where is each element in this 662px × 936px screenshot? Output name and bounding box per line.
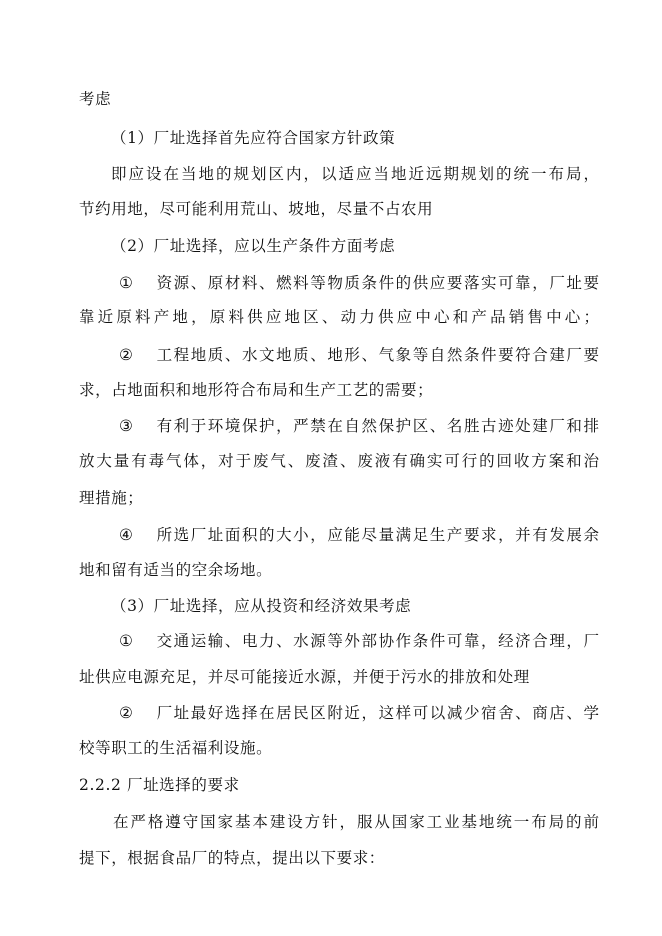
list-item-text: 有利于环境保护，严禁在自然保护区、名胜古迹处建厂和排	[155, 417, 599, 435]
list-item	[119, 703, 599, 723]
list-item-text: 交通运输、电力、水源等外部协作条件可靠，经济合理，厂	[155, 632, 599, 650]
list-item	[119, 345, 599, 365]
text-line: 求，占地面积和地形符合布局和生产工艺的需要；	[79, 381, 434, 399]
text-line: 放大量有毒气体，对于废气、废渣、废液有确实可行的回收方案和治	[79, 452, 599, 470]
list-item-text: 厂址最好选择在居民区附近，这样可以减少宿舍、商店、学	[155, 704, 599, 722]
item-marker: ③	[119, 417, 133, 435]
list-item-text: 所选厂址面积的大小，应能尽量满足生产要求，并有发展余	[155, 526, 599, 544]
list-item-text: 工程地质、水文地质、地形、气象等自然条件要符合建厂要	[155, 346, 599, 364]
item-marker: ④	[119, 526, 133, 544]
section-heading-1: （1）厂址选择首先应符合国家方针政策	[111, 129, 396, 147]
section-heading-3: （3）厂址选择，应从投资和经济效果考虑	[111, 597, 412, 615]
section-heading-2: （2）厂址选择，应以生产条件方面考虑	[111, 237, 396, 255]
text-line: 地和留有适当的空余场地。	[79, 561, 273, 579]
text-line: 靠近原料产地，原料供应地区、动力供应中心和产品销售中心；	[79, 308, 599, 326]
item-marker: ②	[119, 346, 133, 364]
text-line: 理措施；	[79, 489, 144, 507]
text-line: 校等职工的生活福利设施。	[79, 739, 273, 757]
item-marker: ②	[119, 704, 133, 722]
text-line: 提下，根据食品厂的特点，提出以下要求：	[79, 849, 385, 867]
list-item	[119, 631, 599, 651]
list-item	[119, 525, 599, 545]
list-item-text: 资源、原材料、燃料等物质条件的供应要落实可靠，厂址要	[155, 274, 599, 292]
subsection-title: 2.2.2 厂址选择的要求	[79, 776, 240, 794]
text-line: 节约用地，尽可能利用荒山、坡地，尽量不占农用	[79, 200, 434, 218]
list-item	[119, 416, 599, 436]
list-item	[119, 273, 599, 293]
text-line: 在严格遵守国家基本建设方针，服从国家工业基地统一布局的前	[113, 813, 599, 831]
item-marker: ①	[119, 274, 133, 292]
item-marker: ①	[119, 632, 133, 650]
text-line: 址供应电源充足，并尽可能接近水源，并便于污水的排放和处理	[79, 668, 530, 686]
text-line: 即应设在当地的规划区内，以适应当地近远期规划的统一布局，	[111, 165, 599, 183]
text-line: 考虑	[79, 90, 112, 108]
